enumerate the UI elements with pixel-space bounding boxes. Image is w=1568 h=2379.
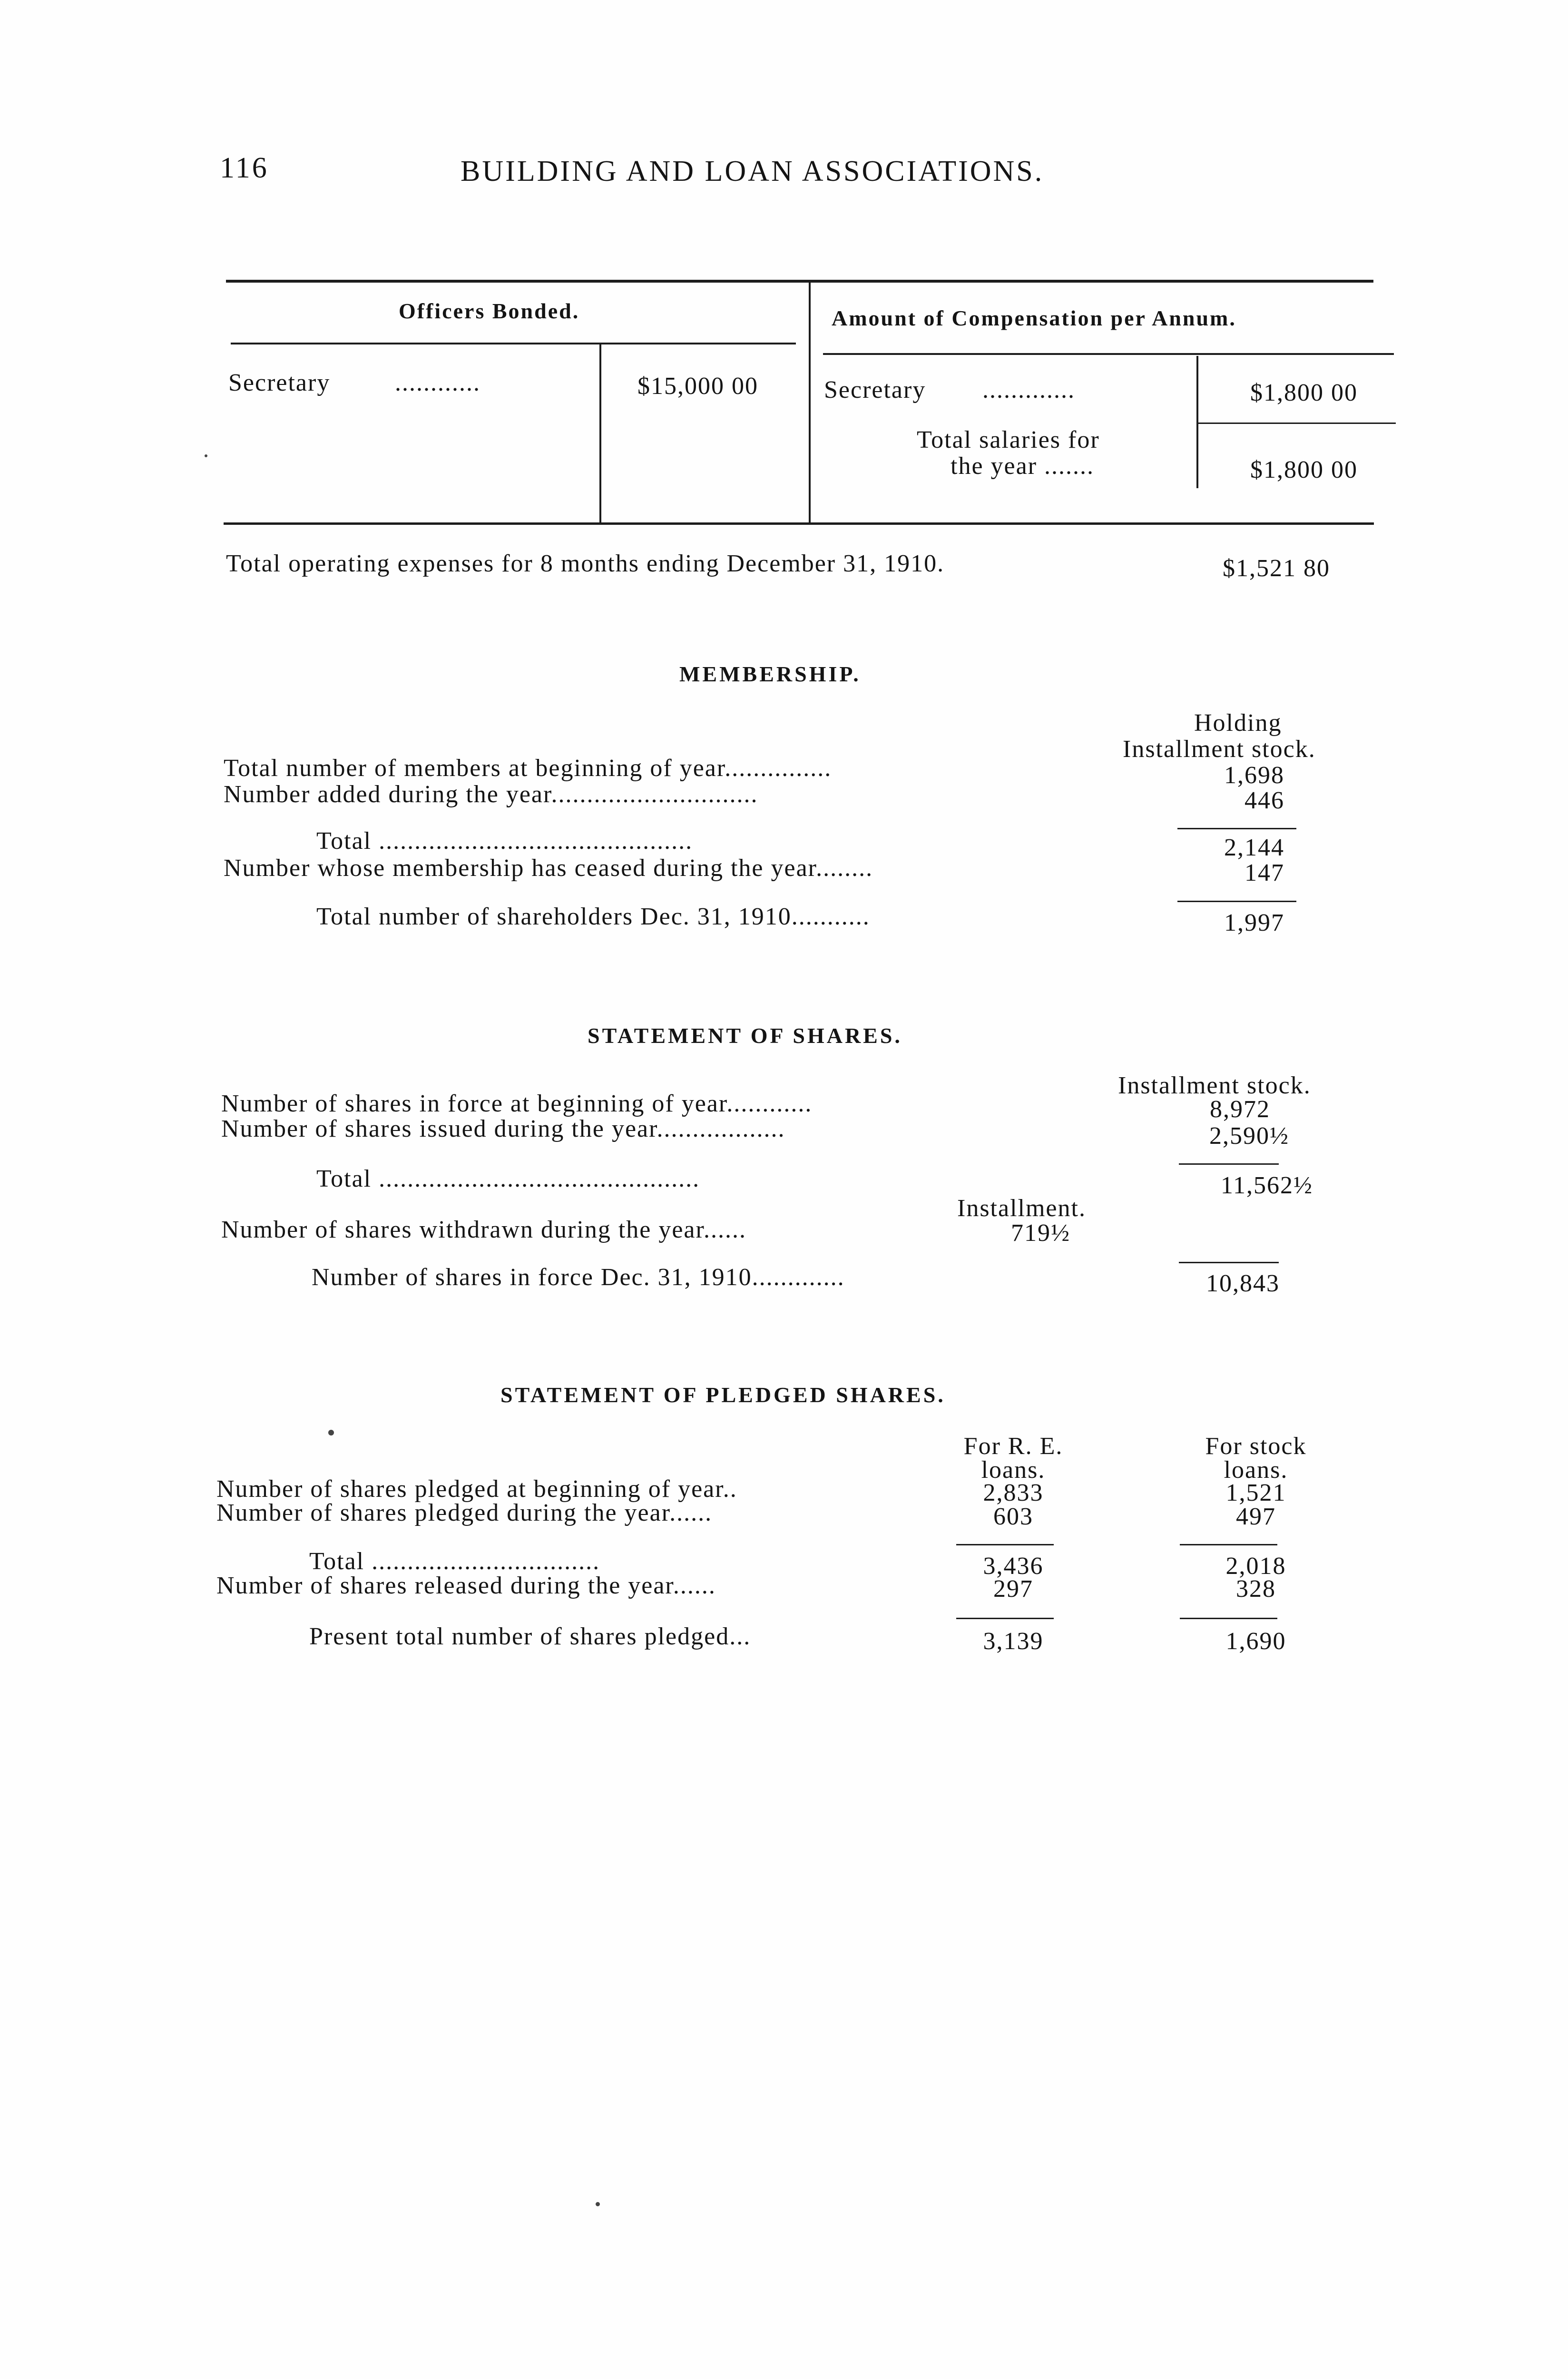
- pledged-row-label: Number of shares released during the year......: [216, 1572, 716, 1599]
- pledged-row-re: 297: [993, 1575, 1033, 1602]
- total-salaries-amount: $1,800 00: [1250, 456, 1358, 483]
- bonded-role: Secretary: [228, 369, 331, 396]
- pledged-row-re: 2,833: [983, 1479, 1044, 1506]
- shares-row-value: 719½: [1011, 1219, 1070, 1247]
- left-heading-rule: [231, 343, 796, 344]
- membership-row-value: 446: [1245, 787, 1284, 814]
- total-salaries-label-2: the year .......: [951, 452, 1095, 480]
- pledged-row-label: Total ................................: [309, 1548, 600, 1575]
- scan-speck: [205, 454, 207, 457]
- total-salaries-label-1: Total salaries for: [917, 426, 1100, 453]
- shares-row-value: 11,562½: [1220, 1172, 1313, 1199]
- compensation-dots: .............: [982, 376, 1075, 403]
- pledged-col1-heading-2: loans.: [981, 1456, 1046, 1484]
- pledged-row-re: 3,436: [983, 1553, 1044, 1580]
- shares-total-rule: [1179, 1262, 1279, 1263]
- pledged-row-stock: 2,018: [1225, 1553, 1286, 1580]
- shares-title: STATEMENT OF SHARES.: [588, 1023, 902, 1048]
- pledged-col2-heading-1: For stock: [1205, 1433, 1307, 1460]
- table-center-divider: [809, 281, 811, 522]
- membership-title: MEMBERSHIP.: [679, 662, 861, 686]
- membership-row-value: 147: [1245, 859, 1284, 886]
- shares-withdrawn-heading: Installment.: [957, 1195, 1086, 1222]
- operating-expenses-label: Total operating expenses for 8 months ending December 31, 1910.: [226, 550, 945, 577]
- shares-row-label: Number of shares in force Dec. 31, 1910.............: [312, 1264, 845, 1291]
- pledged-stock-sum-rule: [1180, 1544, 1277, 1545]
- membership-row-value: 1,698: [1224, 762, 1284, 789]
- right-col-divider: [1196, 356, 1198, 488]
- shares-row-label: Number of shares in force at beginning of year............: [221, 1090, 813, 1117]
- compensation-role: Secretary: [824, 376, 926, 403]
- right-heading-rule: [823, 353, 1394, 355]
- shares-row-label: Number of shares withdrawn during the year......: [221, 1216, 746, 1243]
- left-col-divider: [599, 344, 601, 523]
- pledged-row-label: Present total number of shares pledged...: [309, 1623, 751, 1650]
- membership-row-value: 1,997: [1224, 909, 1284, 936]
- compensation-row-rule: [1198, 423, 1396, 424]
- shares-col-heading: Installment stock.: [1118, 1072, 1311, 1099]
- pledged-stock-total-rule: [1180, 1618, 1277, 1619]
- membership-sum-rule: [1177, 828, 1296, 829]
- operating-expenses-amount: $1,521 80: [1223, 555, 1330, 582]
- membership-row-label: Total number of members at beginning of year...............: [224, 755, 832, 782]
- membership-row-label: Total ............................................: [316, 827, 693, 855]
- shares-row-label: Number of shares issued during the year..................: [221, 1115, 785, 1142]
- pledged-re-sum-rule: [956, 1544, 1054, 1545]
- shares-row-value: 10,843: [1206, 1270, 1280, 1297]
- compensation-heading: Amount of Compensation per Annum.: [832, 306, 1236, 330]
- bonded-amount: $15,000 00: [637, 373, 758, 400]
- pledged-row-re: 603: [993, 1503, 1033, 1530]
- membership-row-value: 2,144: [1224, 834, 1284, 861]
- membership-col-heading-1: Holding: [1194, 709, 1282, 737]
- shares-row-label: Total .............................................: [316, 1165, 700, 1192]
- pledged-row-stock: 1,690: [1225, 1628, 1286, 1655]
- shares-row-value: 8,972: [1210, 1096, 1270, 1123]
- pledged-row-stock: 497: [1236, 1503, 1276, 1530]
- pledged-title: STATEMENT OF PLEDGED SHARES.: [500, 1383, 946, 1407]
- pledged-row-re: 3,139: [983, 1628, 1044, 1655]
- pledged-row-label: Number of shares pledged during the year......: [216, 1499, 713, 1526]
- pledged-col1-heading-1: For R. E.: [963, 1433, 1063, 1460]
- scan-speck: [596, 2202, 600, 2206]
- running-title: BUILDING AND LOAN ASSOCIATIONS.: [461, 155, 1044, 187]
- membership-row-label: Number whose membership has ceased during the year........: [224, 855, 873, 882]
- scan-speck: [328, 1430, 334, 1435]
- shares-row-value: 2,590½: [1209, 1122, 1289, 1150]
- bonded-dots: ............: [395, 369, 480, 396]
- pledged-col2-heading-2: loans.: [1224, 1456, 1288, 1484]
- membership-row-label: Number added during the year.............................: [224, 781, 758, 808]
- pledged-row-stock: 1,521: [1225, 1479, 1286, 1506]
- page-number: 116: [220, 152, 269, 184]
- membership-col-heading-2: Installment stock.: [1123, 736, 1316, 763]
- pledged-re-total-rule: [956, 1618, 1054, 1619]
- officers-bonded-heading: Officers Bonded.: [399, 299, 580, 323]
- table-bottom-rule: [224, 522, 1374, 525]
- pledged-row-label: Number of shares pledged at beginning of year..: [216, 1475, 737, 1503]
- membership-total-rule: [1177, 901, 1296, 902]
- shares-sum-rule: [1179, 1163, 1279, 1165]
- table-top-rule: [226, 280, 1373, 283]
- compensation-amount: $1,800 00: [1250, 379, 1358, 406]
- membership-row-label: Total number of shareholders Dec. 31, 1910...........: [316, 903, 870, 930]
- pledged-row-stock: 328: [1236, 1575, 1276, 1602]
